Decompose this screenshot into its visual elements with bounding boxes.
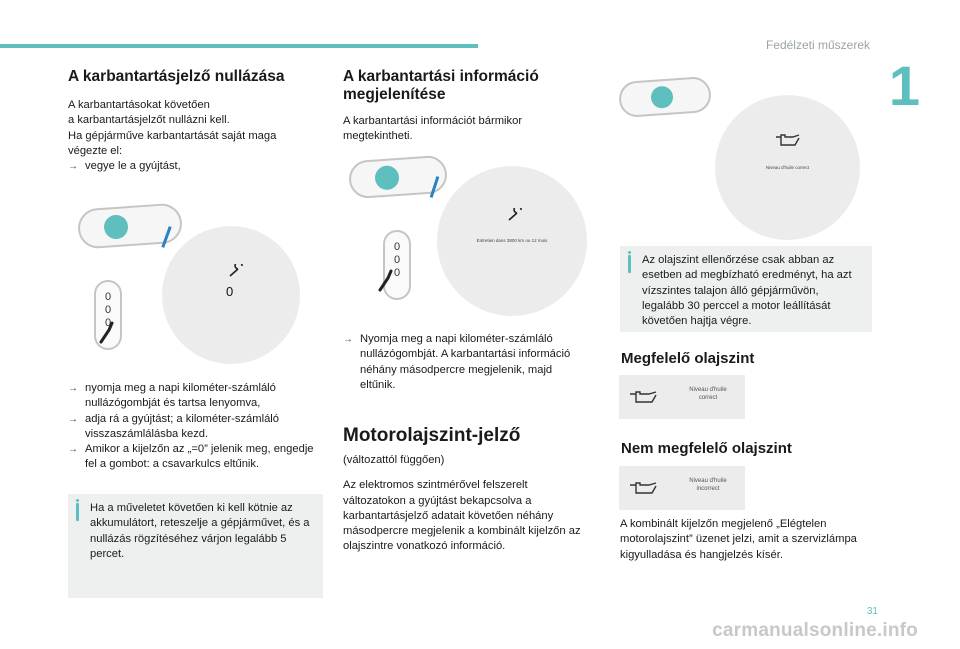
section-title-reset: A karbantartásjelző nullázása [68, 68, 285, 85]
oil-can-icon [775, 133, 801, 147]
intro-line: végezte el: [68, 144, 123, 157]
odo-digit: 0 [393, 267, 401, 279]
chapter-number: 1 [888, 54, 920, 117]
odo-digit: 0 [393, 241, 401, 253]
oil-ok-text: Niveau d'huile correct [689, 387, 727, 401]
oil-section [343, 425, 588, 555]
oil-bad-body: A kombinált kijelzőn megjelenő „Elégtelen motorolajszint” üzenet jelzi, amit a szervizlámpa kigyulladása és hangjelzés kísér. [620, 518, 857, 561]
info-illustration [345, 150, 595, 315]
section-title-info: A karbantartási információ megjelenítése [343, 68, 539, 103]
column-reset [68, 68, 328, 174]
info-icon [76, 499, 79, 502]
oil-ok-display [619, 375, 745, 419]
oil-level-text: Niveau d'huile correct [765, 165, 810, 170]
reset-intro [68, 98, 328, 159]
hand-icon [377, 268, 395, 292]
instrument-dial [162, 226, 300, 364]
oil-bad-text: Niveau d'huile incorrect [689, 478, 727, 492]
oil-bad-display [619, 466, 745, 510]
note-text: Az olajszint ellenőrzése csak abban az esetben ad megbízható eredményt, ha azt vízszintes talajon álló gépjárművön, legalább 30 perccel a motor leállítását követően hajtja végre. [642, 254, 852, 328]
oil-level-subtitle: (változattól függően) [343, 454, 445, 466]
reset-button [103, 214, 129, 240]
info-intro: A karbantartási információt bármikor megtekintheti. [343, 115, 523, 143]
step-ignition-off: → vegye le a gyújtást, [68, 159, 328, 174]
oil-note [620, 246, 872, 332]
info-icon [628, 251, 631, 254]
reset-illustration [70, 200, 330, 370]
page-number: 31 [866, 606, 878, 617]
dial-counter: 0 [226, 284, 234, 299]
reset-note [68, 494, 323, 598]
wrench-icon [228, 264, 246, 278]
maintenance-info-text: Entretien dans 3800 km ou 12 mois [476, 238, 548, 243]
instrument-dial [715, 95, 860, 240]
instrument-dial [437, 166, 587, 316]
note-text: Ha a műveletet követően ki kell kötnie az akkumulátort, reteszelje a gépjárművet, és a nullázás rögzítéséhez várjon legalább 5 percet. [90, 502, 310, 560]
oil-ok-title: Megfelelő olajszint [621, 350, 755, 367]
step-hold-button: → nyomja meg a napi kilométer-számláló nullázógombját és tartsa lenyomva, [68, 381, 328, 412]
header-accent-bar [0, 44, 478, 48]
intro-line: A karbantartásokat követően [68, 99, 210, 111]
watermark: carmanualsonline.info [712, 620, 918, 641]
stalk-control [618, 76, 712, 118]
reset-button [650, 85, 673, 108]
oil-bad-title: Nem megfelelő olajszint [621, 440, 792, 457]
step-release: → Amikor a kijelzőn az „=0” jelenik meg, engedje fel a gombot: a csavarkulcs eltűnik. [68, 442, 328, 473]
odo-digit: 0 [104, 304, 112, 316]
column-info [343, 68, 588, 145]
step-press-button: → Nyomja meg a napi kilométer-számláló nullázógombját. A karbantartási információ néhány másodpercre megjelenik, majd eltűnik. [343, 332, 588, 393]
info-icon-bar [628, 255, 631, 273]
intro-line: a karbantartásjelzőt nullázni kell. [68, 114, 230, 127]
wrench-icon [507, 208, 525, 222]
odo-digit: 0 [104, 317, 112, 329]
reset-steps [68, 381, 328, 473]
info-step [343, 332, 588, 393]
oil-level-title: Motorolajszint-jelző [343, 425, 521, 446]
intro-line: Ha gépjárműve karbantartását saját maga [68, 129, 277, 142]
odo-digit: 0 [393, 254, 401, 266]
chapter-title: Fedélzeti műszerek [765, 38, 870, 52]
oil-can-icon [629, 481, 659, 495]
step-ignition-on: → adja rá a gyújtást; a kilométer-számláló visszaszámlálásba kezd. [68, 412, 328, 443]
hand-icon [98, 320, 116, 344]
oil-level-body: Az elektromos szintmérővel felszerelt változatokon a gyújtást bekapcsolva a karbantartásjelző adatait követően néhány másodpercre megjelenik a kombinált kijelzőn az olajszintre vonatkozó információ. [343, 479, 581, 553]
info-icon-bar [76, 503, 79, 521]
oil-can-icon [629, 390, 659, 404]
odo-digit: 0 [104, 291, 112, 303]
oil-illustration [615, 75, 885, 245]
reset-button [374, 165, 400, 191]
stalk-control [77, 202, 184, 249]
